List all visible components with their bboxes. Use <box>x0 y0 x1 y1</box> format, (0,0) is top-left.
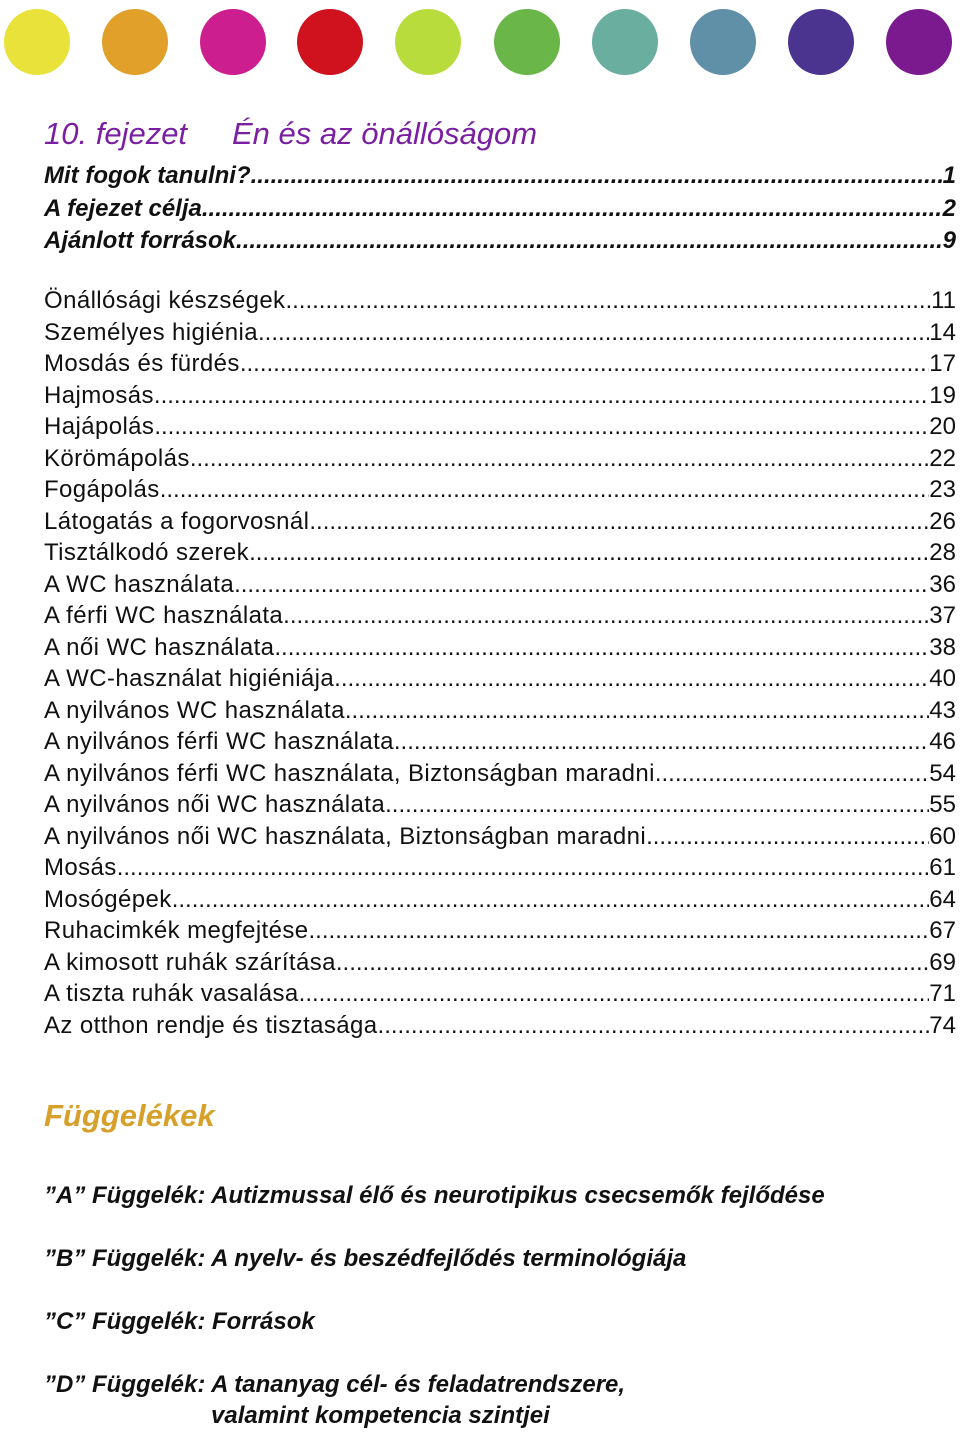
toc-entry-label: Mosdás és fürdés <box>44 350 240 377</box>
toc-entry[interactable] <box>44 884 960 916</box>
toc-dot-leader <box>251 160 943 193</box>
toc-dot-leader <box>378 1010 930 1042</box>
appendix-item-text: ”A” Függelék: Autizmussal élő és neurotipikus csecsemők fejlődése <box>44 1182 825 1209</box>
toc-entry-page-number: 67 <box>929 917 956 944</box>
toc-entry-page-number: 46 <box>929 728 956 755</box>
toc-entry-page-number: 22 <box>929 444 956 472</box>
toc-entry-page-number: 55 <box>929 791 956 818</box>
toc-intro-list <box>44 160 960 258</box>
decorative-dot <box>592 9 658 75</box>
toc-entry-label: Önállósági készségek <box>44 287 286 314</box>
toc-entry-label: Hajmosás <box>44 381 154 409</box>
toc-entry-label: Mosás <box>44 854 117 881</box>
toc-dot-leader <box>236 225 943 258</box>
toc-entry-page-number: 54 <box>929 759 956 787</box>
toc-entry-label: A tiszta ruhák vasalása <box>44 980 299 1007</box>
toc-entry[interactable] <box>44 1010 960 1042</box>
toc-dot-leader <box>299 978 930 1010</box>
toc-entry-page-number: 71 <box>929 980 956 1007</box>
appendix-item[interactable] <box>44 1306 944 1337</box>
toc-dot-leader <box>385 789 929 821</box>
toc-entry[interactable] <box>44 695 960 727</box>
toc-entry-page-number: 28 <box>929 539 956 566</box>
toc-entry-page-number: 19 <box>929 381 956 409</box>
toc-entry-page-number: 64 <box>929 885 956 913</box>
decorative-dot <box>494 9 560 75</box>
toc-entry-label: A nyilvános női WC használata <box>44 791 386 818</box>
toc-entry[interactable] <box>44 225 960 258</box>
toc-dot-leader <box>249 537 929 569</box>
toc-entry-label: Mit fogok tanulni? <box>44 162 251 189</box>
toc-entry-page-number: 9 <box>942 227 956 254</box>
toc-entry-label: A nyilvános WC használata <box>44 696 345 724</box>
toc-entry-label: A WC használata <box>44 570 235 598</box>
toc-entry[interactable] <box>44 789 960 821</box>
decorative-dot <box>395 9 461 75</box>
toc-entry-page-number: 17 <box>929 350 956 377</box>
toc-entry[interactable] <box>44 537 960 569</box>
decorative-dot <box>297 9 363 75</box>
toc-entry[interactable] <box>44 506 960 538</box>
appendix-item[interactable] <box>44 1180 944 1211</box>
toc-entry-page-number: 74 <box>929 1011 956 1039</box>
toc-dot-leader <box>234 569 929 601</box>
toc-entry-label: A fejezet célja <box>44 194 202 222</box>
toc-entry-page-number: 40 <box>929 665 956 692</box>
toc-dot-leader <box>334 663 929 695</box>
toc-entry-label: Ruhacimkék megfejtése <box>44 917 309 944</box>
toc-entry-page-number: 36 <box>929 570 956 598</box>
toc-entry[interactable] <box>44 569 960 601</box>
toc-dot-leader <box>160 474 930 506</box>
chapter-heading <box>44 116 537 152</box>
toc-dot-leader <box>285 285 931 317</box>
toc-dot-leader <box>172 884 930 916</box>
toc-entry[interactable] <box>44 160 960 193</box>
toc-main-list <box>44 285 960 1041</box>
appendix-item-text: ”C” Függelék: Források <box>44 1308 315 1335</box>
toc-entry[interactable] <box>44 317 960 349</box>
toc-entry[interactable] <box>44 632 960 664</box>
toc-entry-page-number: 1 <box>942 162 956 189</box>
toc-entry-label: Látogatás a fogorvosnál <box>44 507 310 535</box>
toc-entry-label: Tisztálkodó szerek <box>44 539 250 566</box>
toc-entry-label: A kimosott ruhák szárítása <box>44 948 336 976</box>
appendix-item-text: ”B” Függelék: A nyelv- és beszédfejlődés terminológiája <box>44 1245 687 1272</box>
toc-entry-label: Fogápolás <box>44 476 160 503</box>
decorative-dot-row <box>0 0 960 90</box>
toc-entry-page-number: 61 <box>929 854 956 881</box>
toc-dot-leader <box>117 852 930 884</box>
decorative-dot <box>690 9 756 75</box>
toc-entry[interactable] <box>44 663 960 695</box>
toc-entry-page-number: 37 <box>929 602 956 629</box>
toc-entry-label: A női WC használata <box>44 633 275 661</box>
toc-entry-label: A WC-használat higiéniája <box>44 665 335 692</box>
toc-entry[interactable] <box>44 978 960 1010</box>
toc-dot-leader <box>274 632 929 664</box>
toc-dot-leader <box>646 821 929 853</box>
toc-dot-leader <box>154 380 929 412</box>
toc-entry-label: A nyilvános női WC használata, Biztonságban maradni <box>44 822 647 850</box>
toc-dot-leader <box>190 443 929 475</box>
toc-dot-leader <box>240 348 929 380</box>
toc-entry-label: A nyilvános férfi WC használata <box>44 728 394 755</box>
appendix-item-text: ”D” Függelék: A tananyag cél- és feladatrendszere, <box>44 1371 626 1398</box>
toc-entry-label: Ajánlott források <box>44 227 237 254</box>
toc-entry[interactable] <box>44 348 960 380</box>
toc-entry-page-number: 2 <box>942 194 956 222</box>
toc-entry[interactable] <box>44 947 960 979</box>
toc-entry-label: Az otthon rendje és tisztasága <box>44 1011 378 1039</box>
toc-entry[interactable] <box>44 443 960 475</box>
toc-entry[interactable] <box>44 474 960 506</box>
toc-entry-label: A férfi WC használata <box>44 602 284 629</box>
appendix-heading: Függelékek <box>44 1098 215 1133</box>
appendix-item[interactable] <box>44 1369 944 1431</box>
toc-dot-leader <box>154 411 929 443</box>
toc-entry-page-number: 26 <box>929 507 956 535</box>
decorative-dot <box>788 9 854 75</box>
toc-dot-leader <box>258 317 929 349</box>
toc-entry-page-number: 60 <box>929 822 956 850</box>
decorative-dot <box>102 9 168 75</box>
appendix-item[interactable] <box>44 1243 944 1274</box>
toc-entry[interactable] <box>44 193 960 226</box>
toc-entry-label: Személyes higiénia <box>44 318 258 346</box>
chapter-title: Én és az önállóságom <box>232 116 538 151</box>
appendix-list <box>44 1180 944 1431</box>
toc-dot-leader <box>336 947 929 979</box>
appendix-item-continuation: valamint kompetencia szintjei <box>211 1402 550 1429</box>
toc-entry[interactable] <box>44 411 960 443</box>
toc-entry[interactable] <box>44 285 960 317</box>
toc-entry-page-number: 20 <box>929 413 956 440</box>
toc-entry-label: Mosógépek <box>44 885 172 913</box>
toc-entry[interactable] <box>44 915 960 947</box>
toc-entry[interactable] <box>44 758 960 790</box>
toc-entry-page-number: 11 <box>931 287 956 314</box>
toc-entry[interactable] <box>44 821 960 853</box>
chapter-number: 10. fejezet <box>44 116 188 151</box>
decorative-dot <box>4 9 70 75</box>
toc-dot-leader <box>345 695 929 727</box>
toc-dot-leader <box>309 915 930 947</box>
toc-dot-leader <box>394 726 929 758</box>
toc-dot-leader <box>202 193 943 226</box>
toc-entry[interactable] <box>44 600 960 632</box>
toc-entry[interactable] <box>44 380 960 412</box>
toc-dot-leader <box>309 506 929 538</box>
toc-entry-label: Körömápolás <box>44 444 190 472</box>
decorative-dot <box>200 9 266 75</box>
toc-entry-page-number: 38 <box>929 633 956 661</box>
toc-entry-label: Hajápolás <box>44 413 155 440</box>
toc-dot-leader <box>283 600 929 632</box>
toc-entry-page-number: 14 <box>929 318 956 346</box>
toc-dot-leader <box>655 758 929 790</box>
toc-entry[interactable] <box>44 726 960 758</box>
toc-entry-page-number: 43 <box>929 696 956 724</box>
toc-entry-page-number: 69 <box>929 948 956 976</box>
decorative-dot <box>886 9 952 75</box>
toc-entry[interactable] <box>44 852 960 884</box>
toc-entry-page-number: 23 <box>929 476 956 503</box>
toc-entry-label: A nyilvános férfi WC használata, Biztonságban maradni <box>44 759 655 787</box>
